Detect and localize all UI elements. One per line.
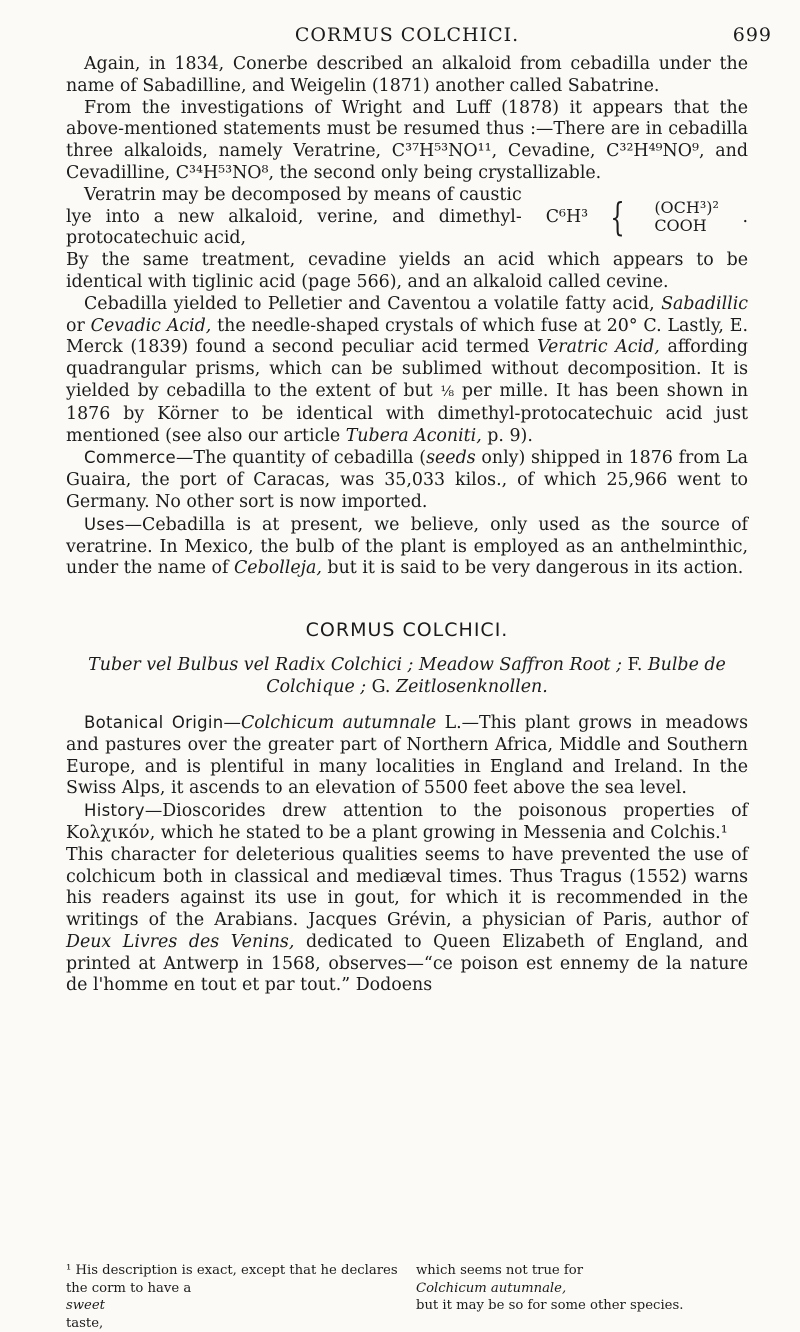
acid-name-veratric: Veratric Acid,	[537, 337, 660, 357]
uses-emphasis: Cebolleja,	[234, 558, 322, 578]
veratrin-text: Veratrin may be decomposed by means of caustic lye into a new alkaloid, verine, and dimethyl-protocatechuic acid,	[66, 185, 522, 250]
acids-text-2: the needle-shaped crystals of which fuse at 20° C. Lastly, E. Merck (1839) found a second peculiar acid termed	[66, 316, 748, 358]
paragraph-wright-luff: From the investigations of Wright and Luff (1878) it appears that the above-mentioned statements must be resumed thus :—There are in cebadilla three alkaloids, namely Veratrine, C³⁷H⁵³NO¹¹, Cevadine, C³²H⁴⁹NO⁹, and Cevadilline, C³⁴H⁵³NO⁸, the second only being crystallizable.	[66, 98, 748, 185]
formula-top: (OCH³)²	[636, 199, 719, 217]
fraction: ⅛	[441, 384, 455, 400]
footnote-right-emphasis: Colchicum autumnale,	[416, 1281, 566, 1296]
section-title: CORMUS COLCHICI.	[66, 620, 748, 642]
footnote	[66, 1262, 748, 1332]
paragraph-cevadine: By the same treatment, cevadine yields an acid which appears to be identical with tiglinic acid (page 566), and an alkaloid called cevine.	[66, 250, 748, 294]
formula-base: C⁶H³	[528, 207, 588, 229]
origin-text: L.—This plant grows in meadows and pastures over the greater part of Northern Africa, Middle and Southern Europe, and is plentiful in many localities in England and Ireland. In the Swiss Alps, it ascends to an elevation of 5500 feet above the sea level.	[66, 713, 748, 798]
heading-commerce: Commerce	[84, 448, 176, 467]
running-head	[66, 20, 748, 54]
paragraph-commerce	[66, 447, 748, 513]
paragraph-uses	[66, 514, 748, 580]
book-title-deux-livres: Deux Livres des Venins,	[66, 932, 294, 952]
synonyms-german: Zeitlosenknollen.	[396, 677, 548, 697]
heading-botanical-origin: Botanical Origin	[84, 713, 224, 732]
acids-text-3: affording quadrangular prisms, which can be sublimed without decomposition. It is yielded by cebadilla to the extent of but	[66, 337, 748, 401]
paragraph-veratrin-decomposition	[66, 185, 748, 250]
acid-name-sabadillic: Sabadillic	[661, 294, 748, 314]
footnote-left-text: ¹ His description is exact, except that he declares the corm to have a	[66, 1262, 398, 1297]
uses-text-2: but it is said to be very dangerous in its action.	[322, 558, 743, 578]
footnote-right	[416, 1262, 748, 1332]
footnote-left-tail: taste,	[66, 1315, 398, 1332]
footnote-right-tail: but it may be so for some other species.	[416, 1297, 748, 1315]
acids-text-1: Cebadilla yielded to Pelletier and Caventou a volatile fatty acid,	[84, 294, 655, 314]
synonyms	[66, 654, 748, 698]
history-text-2a: This character for deleterious qualities seems to have prevented the use of colchicum both in classical and mediæval times. Thus Tragus (1552) warns his readers against its use in gout, for which it is recommended in the writings of the Arabians. Jacques Grévin, a physician of Paris, author of	[66, 845, 748, 930]
page-number: 699	[733, 24, 772, 46]
origin-dash: —	[224, 713, 241, 733]
history-text-2b: dedicated to Queen Elizabeth of England, and printed at Antwerp in 1568, observes—“ce poison est ennemy de la nature de l'homme en tout et par tout.” Dodoens	[66, 932, 748, 996]
formula-bottom: COOH	[636, 217, 719, 235]
heading-history: History	[84, 801, 145, 820]
dimethyl-protocatechuic-formula	[528, 198, 748, 236]
synonyms-french: Bulbe de Colchique ;	[266, 655, 726, 697]
commerce-text-2: only) shipped in 1876 from La Guaira, the port of Caracas, was 35,033 kilos., of which 25,966 went to Germany. No other sort is now imported.	[66, 448, 748, 512]
acids-or: or	[66, 316, 85, 336]
commerce-text-1: —The quantity of cebadilla (	[176, 448, 426, 468]
heading-uses: Uses	[84, 515, 125, 534]
formula-stack	[636, 199, 719, 235]
history-text: —Dioscorides drew attention to the poisonous properties of Κολχικόν, which he stated to be a plant growing in Messenia and Colchis.¹	[66, 801, 748, 843]
formula-period: .	[719, 207, 748, 229]
uses-text-1: —Cebadilla is at present, we believe, only used as the source of veratrine. In Mexico, the bulb of the plant is employed as an anthelminthic, under the name of	[66, 515, 748, 579]
footnote-right-text: which seems not true for	[416, 1262, 748, 1280]
paragraph-history-2	[66, 845, 748, 998]
synonyms-latin-english: Tuber vel Bulbus vel Radix Colchici ; Meadow Saffron Root ;	[88, 655, 622, 675]
paragraph-sabadilline: Again, in 1834, Conerbe described an alkaloid from cebadilla under the name of Sabadilline, and Weigelin (1871) another called Sabatrine.	[66, 54, 748, 98]
running-title: CORMUS COLCHICI.	[66, 24, 748, 46]
body-text	[66, 54, 748, 997]
footnote-left-emphasis: sweet	[66, 1298, 105, 1313]
species-name: Colchicum autumnale	[241, 713, 436, 733]
acids-tail: p. 9).	[487, 426, 533, 446]
reference-tubera-aconiti: Tubera Aconiti,	[346, 426, 482, 446]
paragraph-history	[66, 800, 748, 845]
synonyms-german-abbr: G.	[372, 677, 391, 697]
synonyms-french-abbr: F.	[627, 655, 642, 675]
acid-name-cevadic: Cevadic Acid,	[91, 316, 212, 336]
acids-text-4: per mille. It has been shown in 1876 by Körner to be identical with dimethyl-protocatechuic acid just mentioned (see also our article	[66, 381, 748, 446]
footnote-left	[66, 1262, 398, 1332]
brace-glyph: {	[600, 198, 625, 236]
formula-line	[66, 185, 748, 250]
paragraph-botanical-origin	[66, 712, 748, 800]
paragraph-cebadilla-acids	[66, 294, 748, 448]
commerce-emphasis: seeds	[426, 448, 476, 468]
